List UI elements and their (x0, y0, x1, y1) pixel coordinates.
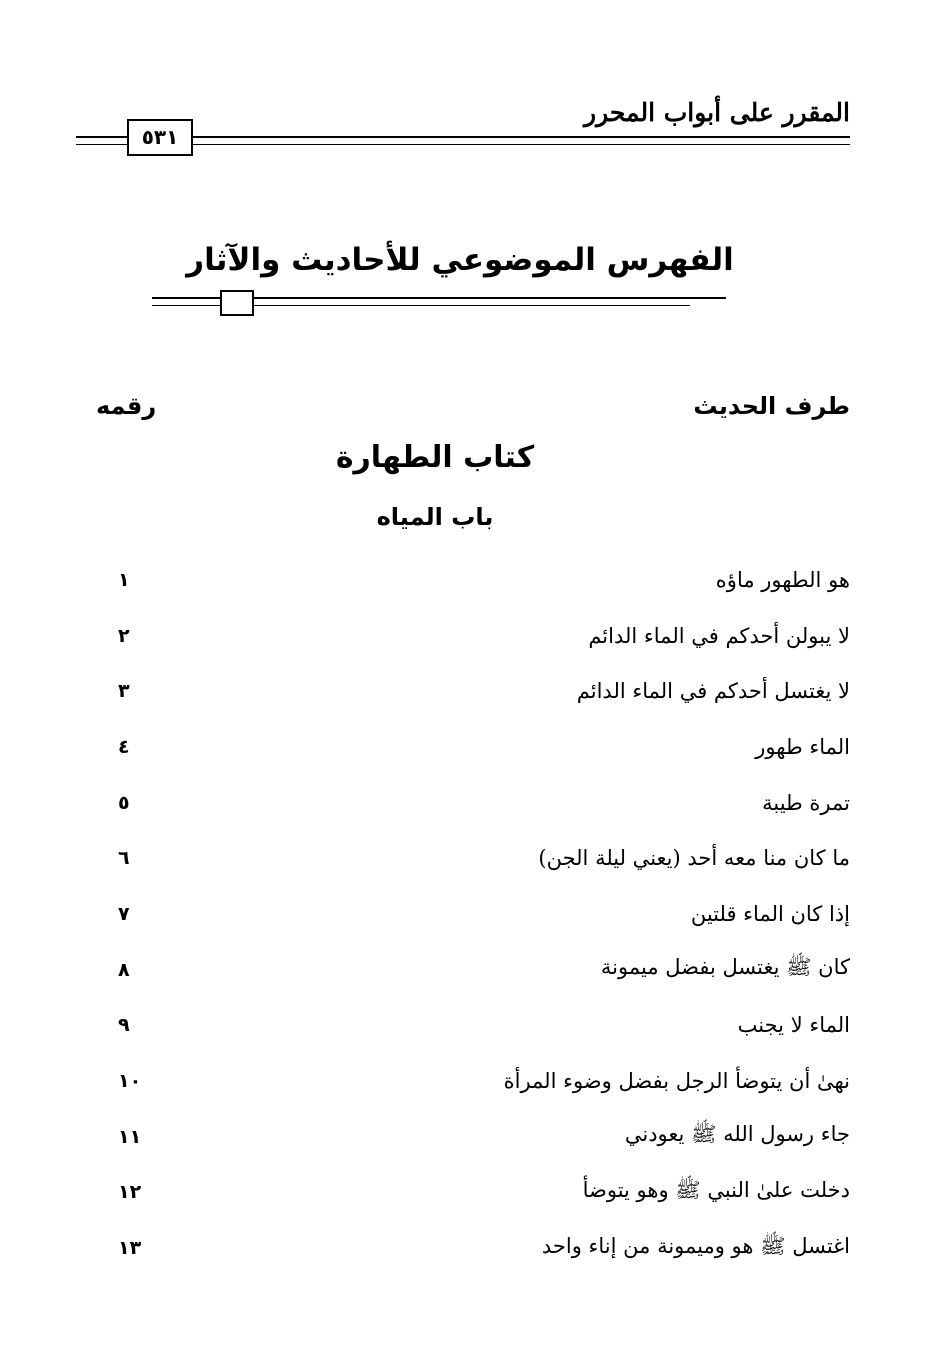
entry-text: جاء رسول الله ﷺ يعودني (624, 1122, 850, 1147)
chapter-heading-text: باب المياه (376, 503, 494, 531)
entry-text: إذا كان الماء قلتين (690, 901, 850, 926)
index-title: الفهرس الموضوعي للأحاديث والآثار (186, 242, 734, 278)
entry-number: ١٣ (118, 1237, 142, 1260)
index-entry (100, 942, 850, 998)
entry-text: لا يبولن أحدكم في الماء الدائم (588, 623, 850, 648)
index-entry (100, 1165, 850, 1221)
entry-number: ١١ (118, 1125, 142, 1148)
index-entry (100, 1053, 850, 1109)
running-header-title: المقرر على أبواب المحرر (584, 98, 850, 127)
entry-number: ٧ (118, 902, 130, 925)
index-entry (100, 886, 850, 942)
index-entry (100, 998, 850, 1054)
index-entry (100, 663, 850, 719)
entry-number: ٤ (118, 735, 130, 758)
index-entry (100, 608, 850, 664)
entry-text: لا يغتسل أحدكم في الماء الدائم (576, 679, 850, 704)
index-entry (100, 1220, 850, 1276)
index-entries (100, 552, 850, 1276)
page-number: ٥٣١ (127, 119, 193, 156)
entry-text: تمرة طيبة (762, 790, 850, 815)
entry-number: ١٢ (118, 1181, 142, 1204)
entry-number: ١ (118, 568, 130, 591)
entry-text: دخلت علىٰ النبي ﷺ وهو يتوضأ (582, 1177, 850, 1202)
index-entry (100, 552, 850, 608)
entry-text: الماء طهور (755, 734, 850, 759)
entry-text: اغتسل ﷺ هو وميمونة من إناء واحد (541, 1233, 850, 1258)
book-heading-text: كتاب الطهارة (335, 440, 535, 475)
chapter-heading (0, 503, 930, 531)
entry-number: ٨ (118, 958, 130, 981)
entry-text: كان ﷺ يغتسل بفضل ميمونة (600, 955, 850, 980)
entry-text: نهىٰ أن يتوضأ الرجل بفضل وضوء المرأة (503, 1069, 850, 1094)
column-header-hadith-start: طرف الحديث (693, 392, 850, 420)
entry-number: ٢ (118, 624, 130, 647)
entry-text: الماء لا يجنب (737, 1013, 850, 1038)
title-ornament-box (220, 290, 254, 316)
entry-number: ٦ (118, 847, 130, 870)
entry-text: هو الطهور ماؤه (715, 567, 850, 592)
index-entry (100, 719, 850, 775)
index-entry (100, 1109, 850, 1165)
entry-number: ٣ (118, 680, 130, 703)
column-header-number: رقمه (96, 392, 157, 420)
entry-number: ١٠ (118, 1070, 142, 1093)
index-entry (100, 830, 850, 886)
entry-number: ٥ (118, 791, 130, 814)
entry-text: ما كان منا معه أحد (يعني ليلة الجن) (538, 846, 850, 871)
entry-number: ٩ (118, 1014, 130, 1037)
index-entry (100, 775, 850, 831)
book-heading (0, 440, 930, 475)
